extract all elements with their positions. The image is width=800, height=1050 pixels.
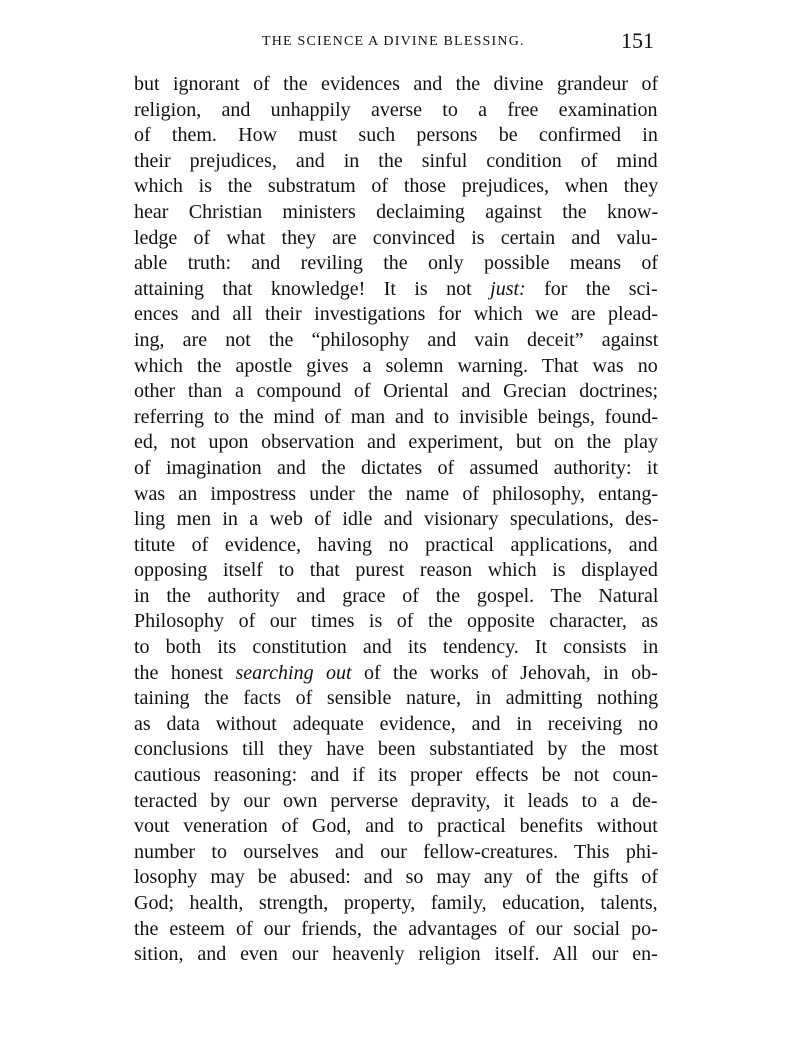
text-run: was an impostress under the name of philosophy, entang- xyxy=(134,482,659,505)
text-run: titute of evidence, having no practical applications, and xyxy=(134,533,658,556)
text-run: vout veneration of God, and to practical benefits without xyxy=(134,815,658,838)
text-run: ing, are not the “philosophy and vain deceit” against xyxy=(134,328,659,351)
text-run: opposing itself to that purest reason which is displayed xyxy=(134,559,658,582)
text-line xyxy=(134,558,658,584)
text-line xyxy=(134,174,658,200)
text-run: to both its constitution and its tendency. It consists in xyxy=(134,636,659,659)
text-line xyxy=(134,149,658,175)
text-line xyxy=(134,917,658,943)
text-run: for the sci- xyxy=(525,277,658,300)
text-run: of imagination and the dictates of assumed authority: it xyxy=(134,456,659,479)
text-run: ed, not upon observation and experiment, but on the play xyxy=(134,431,659,454)
text-run: of the works of Jehovah, in ob- xyxy=(351,661,658,684)
text-line xyxy=(134,72,658,98)
text-line xyxy=(134,686,658,712)
text-line xyxy=(134,123,658,149)
text-line xyxy=(134,942,658,968)
text-line xyxy=(134,379,658,405)
text-run: of them. How must such persons be confirmed in xyxy=(134,124,658,147)
text-line xyxy=(134,584,658,610)
text-run: ences and all their investigations for which we are plead- xyxy=(134,303,658,326)
text-line xyxy=(134,865,658,891)
page-number: 151 xyxy=(621,28,654,53)
text-line xyxy=(134,661,658,687)
text-run: number to ourselves and our fellow-creatures. This phi- xyxy=(134,840,659,863)
text-run: cautious reasoning: and if its proper effects be not coun- xyxy=(134,764,659,787)
text-run: the esteem of our friends, the advantages of our social po- xyxy=(134,917,658,940)
text-run: which is the substratum of those prejudices, when they xyxy=(134,175,659,198)
text-line xyxy=(134,354,658,380)
text-run: as data without adequate evidence, and in receiving no xyxy=(134,712,659,735)
text-run: in the authority and grace of the gospel. The Natural xyxy=(134,584,659,607)
text-line xyxy=(134,763,658,789)
running-title: THE SCIENCE A DIVINE BLESSING. xyxy=(262,34,525,49)
text-run: sition, and even our heavenly religion itself. All our en- xyxy=(134,943,658,966)
text-run: their prejudices, and in the sinful condition of mind xyxy=(134,149,658,172)
text-line xyxy=(134,840,658,866)
body-text xyxy=(134,72,658,968)
text-run: other than a compound of Oriental and Grecian doctrines; xyxy=(134,380,659,403)
text-run: which the apostle gives a solemn warning. That was no xyxy=(134,354,658,377)
text-run: but ignorant of the evidences and the divine grandeur of xyxy=(134,73,659,95)
text-line xyxy=(134,533,658,559)
text-line xyxy=(134,482,658,508)
text-line xyxy=(134,737,658,763)
running-head xyxy=(0,28,800,56)
text-line xyxy=(134,328,658,354)
text-run: taining the facts of sensible nature, in admitting nothing xyxy=(134,687,659,710)
text-run: ledge of what they are convinced is certain and valu- xyxy=(134,226,658,249)
text-run: hear Christian ministers declaiming against the know- xyxy=(134,200,659,223)
text-line xyxy=(134,251,658,277)
text-run: religion, and unhappily averse to a free examination xyxy=(134,98,658,121)
text-line xyxy=(134,635,658,661)
italic-text-run: just: xyxy=(490,277,526,300)
text-run: Philosophy of our times is of the opposite character, as xyxy=(134,610,659,633)
text-line xyxy=(134,98,658,124)
text-run: losophy may be abused: and so may any of the gifts of xyxy=(134,866,659,889)
text-line xyxy=(134,200,658,226)
text-run: the honest xyxy=(134,661,236,684)
text-line xyxy=(134,277,658,303)
italic-text-run: searching out xyxy=(235,661,352,684)
text-run: attaining that knowledge! It is not xyxy=(134,277,491,300)
text-line xyxy=(134,712,658,738)
text-line xyxy=(134,405,658,431)
text-run: ling men in a web of idle and visionary speculations, des- xyxy=(134,508,659,531)
text-line xyxy=(134,456,658,482)
text-run: conclusions till they have been substantiated by the most xyxy=(134,738,659,761)
text-line xyxy=(134,789,658,815)
text-line xyxy=(134,302,658,328)
text-run: God; health, strength, property, family, education, talents, xyxy=(134,892,658,914)
text-line xyxy=(134,430,658,456)
text-line xyxy=(134,507,658,533)
text-line xyxy=(134,814,658,840)
text-line xyxy=(134,891,658,917)
text-line xyxy=(134,609,658,635)
text-run: referring to the mind of man and to invisible beings, found- xyxy=(134,405,659,428)
text-run: teracted by our own perverse depravity, it leads to a de- xyxy=(134,789,658,812)
text-line xyxy=(134,226,658,252)
text-run: able truth: and reviling the only possible means of xyxy=(134,252,659,275)
